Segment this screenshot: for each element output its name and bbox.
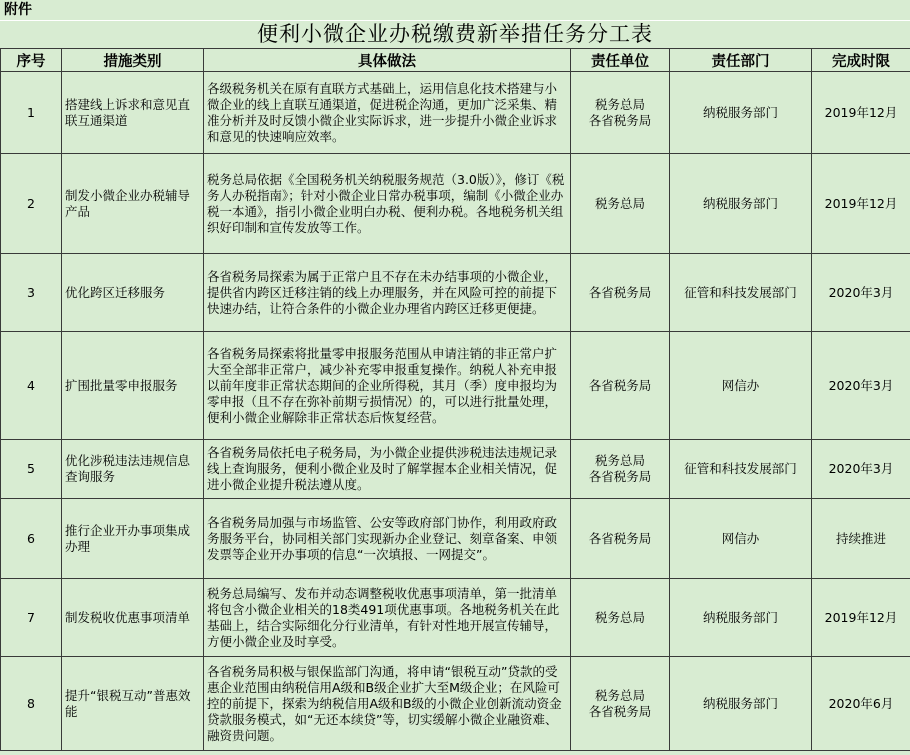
table-row [1,579,910,657]
row-category: 优化跨区迁移服务 [62,254,204,332]
task-table [0,48,910,751]
table-row [1,440,910,499]
unit-line: 各省税务局 [588,703,652,719]
row-deadline: 2019年12月 [812,579,910,657]
row-department: 网信办 [670,332,812,440]
row-details: 各省税务局加强与市场监管、公安等政府部门协作，利用政府政务服务平台，协同相关部门实现新办企业登记、刻章备案、申领发票等企业开办事项的信息“一次填报、一网提交”。 [204,499,571,579]
table-row [1,499,910,579]
header-no: 序号 [1,49,62,72]
row-category: 优化涉税违法违规信息查询服务 [62,440,204,499]
row-category: 扩围批量零申报服务 [62,332,204,440]
unit-line: 各省税务局 [588,530,652,546]
table-row [1,72,910,154]
unit-line: 各省税务局 [588,284,652,300]
header-unit: 责任单位 [571,49,670,72]
row-category: 制发税收优惠事项清单 [62,579,204,657]
unit-line: 各省税务局 [588,377,652,393]
row-no: 8 [1,657,62,751]
row-department: 纳税服务部门 [670,72,812,154]
unit-line: 各省税务局 [588,112,652,128]
row-details: 税务总局依据《全国税务机关纳税服务规范（3.0版）》，修订《税务人办税指南》；针对小微企业日常办税事项，编制《小微企业办税一本通》，指引小微企业明白办税、便利办税。各地税务机关组织好印制和宣传发放等工作。 [204,154,571,254]
row-no: 2 [1,154,62,254]
row-deadline: 2020年3月 [812,440,910,499]
row-no: 1 [1,72,62,154]
header-department: 责任部门 [670,49,812,72]
attachment-label: 附件 [0,0,910,21]
row-department: 征管和科技发展部门 [670,254,812,332]
row-department: 纳税服务部门 [670,657,812,751]
row-category: 制发小微企业办税辅导产品 [62,154,204,254]
header-row [1,49,910,72]
row-units [571,579,670,657]
row-units [571,154,670,254]
row-units [571,440,670,499]
unit-line: 税务总局 [594,687,645,703]
header-details: 具体做法 [204,49,571,72]
unit-line: 税务总局 [594,195,645,211]
row-no: 3 [1,254,62,332]
row-department: 纳税服务部门 [670,154,812,254]
row-details: 各省税务局依托电子税务局，为小微企业提供涉税违法违规记录线上查询服务，便利小微企业及时了解掌握本企业相关情况，促进小微企业提升税法遵从度。 [204,440,571,499]
row-no: 6 [1,499,62,579]
row-deadline: 2019年12月 [812,72,910,154]
row-deadline: 2020年6月 [812,657,910,751]
row-units [571,499,670,579]
unit-line: 税务总局 [594,453,645,468]
unit-line: 税务总局 [594,609,645,625]
table-row [1,332,910,440]
row-category: 搭建线上诉求和意见直联互通渠道 [62,72,204,154]
row-deadline: 2020年3月 [812,254,910,332]
row-units [571,657,670,751]
row-deadline: 持续推进 [812,499,910,579]
row-units [571,332,670,440]
row-no: 7 [1,579,62,657]
table-title: 便利小微企业办税缴费新举措任务分工表 [257,22,653,46]
row-deadline: 2019年12月 [812,154,910,254]
unit-line: 各省税务局 [588,469,652,484]
row-department: 纳税服务部门 [670,579,812,657]
row-details: 各省税务局探索将批量零申报服务范围从申请注销的非正常户扩大至全部非正常户，减少补充零申报重复操作。纳税人补充申报以前年度非正常状态期间的企业所得税，其月（季）度申报均为零申报（且不存在弥补前期亏损情况）的，可以进行批量处理，便利小微企业解除非正常状态后恢复经营。 [204,332,571,440]
table-row [1,657,910,751]
row-category: 推行企业开办事项集成办理 [62,499,204,579]
row-units [571,72,670,154]
row-details: 税务总局编写、发布并动态调整税收优惠事项清单，第一批清单将包含小微企业相关的18类491项优惠事项。各地税务机关在此基础上，结合实际细化分行业清单，有针对性地开展宣传辅导，方便小微企业及时享受。 [204,579,571,657]
unit-line: 税务总局 [594,96,645,112]
row-details: 各省税务局积极与银保监部门沟通，将申请“银税互动”贷款的受惠企业范围由纳税信用A级和B级企业扩大至M级企业；在风险可控的前提下，探索为纳税信用A级和B级的小微企业创新流动资金贷款服务模式，如“无还本续贷”等，切实缓解小微企业融资难、融资贵问题。 [204,657,571,751]
row-category: 提升“银税互动”普惠效能 [62,657,204,751]
row-department: 网信办 [670,499,812,579]
row-department: 征管和科技发展部门 [670,440,812,499]
header-deadline: 完成时限 [812,49,910,72]
row-details: 各级税务机关在原有直联方式基础上，运用信息化技术搭建与小微企业的线上直联互通渠道，促进税企沟通，更加广泛采集、精准分析并及时反馈小微企业实际诉求，进一步提升小微企业诉求和意见的快速响应效率。 [204,72,571,154]
row-units [571,254,670,332]
row-details: 各省税务局探索为属于正常户且不存在未办结事项的小微企业，提供省内跨区迁移注销的线上办理服务，并在风险可控的前提下快速办结，让符合条件的小微企业办理省内跨区迁移更便捷。 [204,254,571,332]
row-no: 4 [1,332,62,440]
table-row [1,254,910,332]
table-row [1,154,910,254]
row-deadline: 2020年3月 [812,332,910,440]
row-no: 5 [1,440,62,499]
header-category: 措施类别 [62,49,204,72]
